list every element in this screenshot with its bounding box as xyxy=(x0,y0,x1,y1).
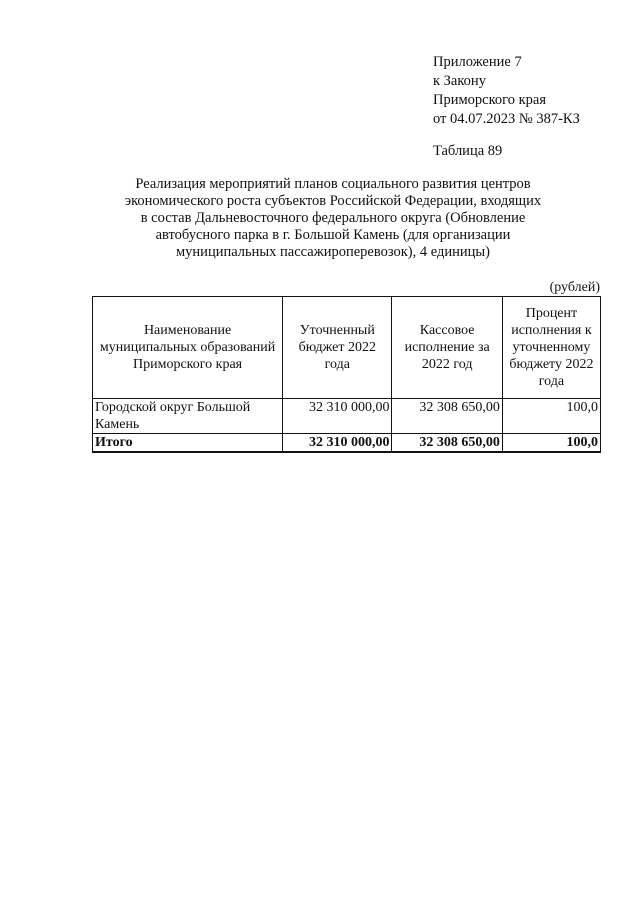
total-label: Итого xyxy=(93,434,283,453)
appendix-line: Приморского края xyxy=(433,92,547,108)
appendix-line: Приложение 7 xyxy=(433,54,522,70)
budget-table xyxy=(92,296,601,453)
appendix-line: от 04.07.2023 № 387-КЗ xyxy=(433,111,580,127)
document-title xyxy=(110,176,556,261)
cell-executed: 32 308 650,00 xyxy=(392,399,502,434)
header-executed: Кассовое исполнение за 2022 год xyxy=(392,297,502,399)
title-line: Реализация мероприятий планов социального развития центров xyxy=(135,176,531,192)
table-header-row xyxy=(93,297,601,399)
currency-unit: (рублей) xyxy=(549,280,600,295)
table-row xyxy=(93,399,601,434)
title-line: в состав Дальневосточного федерального округа (Обновление xyxy=(140,210,526,226)
total-executed: 32 308 650,00 xyxy=(392,434,502,453)
title-line: автобусного парка в г. Большой Камень (для организации xyxy=(155,227,511,243)
header-municipality: Наименование муниципальных образований Приморского края xyxy=(93,297,283,399)
title-line: экономического роста субъектов Российской Федерации, входящих xyxy=(124,193,542,209)
table-total-row xyxy=(93,434,601,453)
total-budget: 32 310 000,00 xyxy=(283,434,392,453)
cell-municipality: Городской округ Большой Камень xyxy=(93,399,283,434)
table-number: Таблица 89 xyxy=(433,143,503,159)
title-line: муниципальных пассажироперевозок), 4 единицы) xyxy=(176,244,490,260)
total-percent: 100,0 xyxy=(502,434,600,453)
appendix-reference xyxy=(433,53,580,129)
header-budget: Уточненный бюджет 2022 года xyxy=(283,297,392,399)
cell-percent: 100,0 xyxy=(502,399,600,434)
header-percent: Процент исполнения к уточненному бюджету 2022 года xyxy=(502,297,600,399)
cell-budget: 32 310 000,00 xyxy=(283,399,392,434)
appendix-line: к Закону xyxy=(433,73,486,89)
